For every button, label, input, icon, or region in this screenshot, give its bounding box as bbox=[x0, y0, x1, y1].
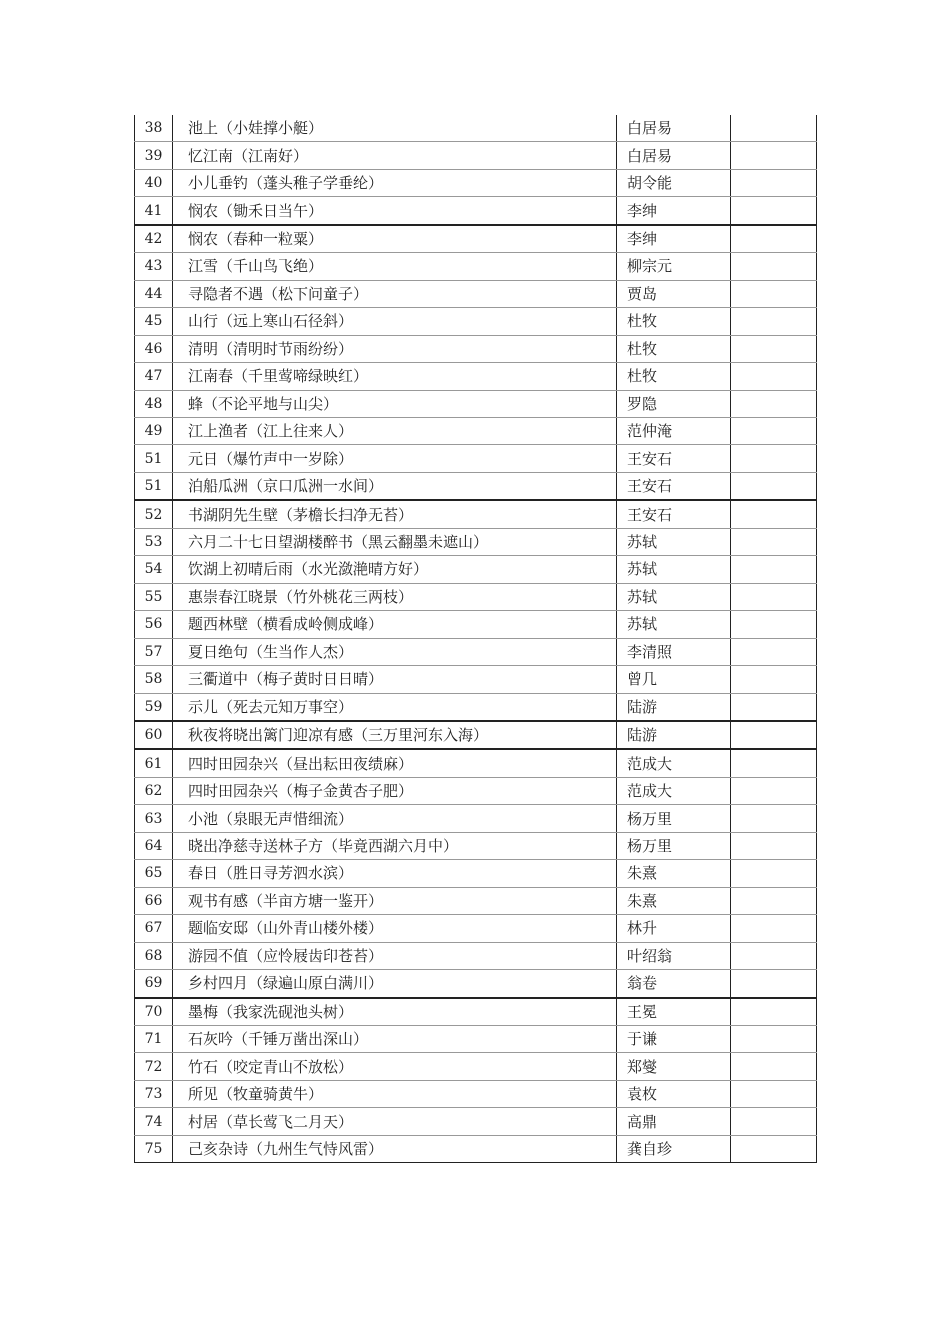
table-row bbox=[135, 390, 817, 417]
row-number-cell: 51 bbox=[135, 445, 173, 472]
poem-title-cell: 墨梅（我家洗砚池头树） bbox=[173, 998, 617, 1026]
poem-author-cell: 曾几 bbox=[617, 666, 731, 693]
row-number-cell: 63 bbox=[135, 805, 173, 832]
row-number-cell: 69 bbox=[135, 970, 173, 998]
row-number-cell: 64 bbox=[135, 832, 173, 859]
blank-cell bbox=[731, 998, 817, 1026]
row-number-cell: 60 bbox=[135, 721, 173, 749]
table-row bbox=[135, 1135, 817, 1162]
row-number-cell: 62 bbox=[135, 777, 173, 804]
row-number-cell: 58 bbox=[135, 666, 173, 693]
blank-cell bbox=[731, 832, 817, 859]
row-number-cell: 43 bbox=[135, 253, 173, 280]
row-number-cell: 49 bbox=[135, 417, 173, 444]
poem-author-cell: 袁枚 bbox=[617, 1080, 731, 1107]
row-number-cell: 72 bbox=[135, 1053, 173, 1080]
poem-title-cell: 村居（草长莺飞二月天） bbox=[173, 1108, 617, 1135]
poem-title-cell: 春日（胜日寻芳泗水滨） bbox=[173, 860, 617, 887]
table-row bbox=[135, 832, 817, 859]
blank-cell bbox=[731, 1135, 817, 1162]
table-row bbox=[135, 417, 817, 444]
poem-title-cell: 小池（泉眼无声惜细流） bbox=[173, 805, 617, 832]
poem-author-cell: 罗隐 bbox=[617, 390, 731, 417]
poem-author-cell: 王冕 bbox=[617, 998, 731, 1026]
poem-author-cell: 苏轼 bbox=[617, 583, 731, 610]
table-row bbox=[135, 638, 817, 665]
row-number-cell: 74 bbox=[135, 1108, 173, 1135]
blank-cell bbox=[731, 777, 817, 804]
poem-author-cell: 杜牧 bbox=[617, 308, 731, 335]
poem-author-cell: 高鼎 bbox=[617, 1108, 731, 1135]
table-row bbox=[135, 887, 817, 914]
poem-author-cell: 杜牧 bbox=[617, 335, 731, 362]
blank-cell bbox=[731, 363, 817, 390]
poem-title-cell: 观书有感（半亩方塘一鉴开） bbox=[173, 887, 617, 914]
poem-title-cell: 示儿（死去元知万事空） bbox=[173, 693, 617, 721]
table-row bbox=[135, 1108, 817, 1135]
poem-author-cell: 于谦 bbox=[617, 1025, 731, 1052]
row-number-cell: 71 bbox=[135, 1025, 173, 1052]
blank-cell bbox=[731, 472, 817, 500]
poem-title-cell: 江南春（千里莺啼绿映红） bbox=[173, 363, 617, 390]
poem-author-cell: 杜牧 bbox=[617, 363, 731, 390]
poem-title-cell: 题临安邸（山外青山楼外楼） bbox=[173, 915, 617, 942]
poem-title-cell: 元日（爆竹声中一岁除） bbox=[173, 445, 617, 472]
row-number-cell: 53 bbox=[135, 528, 173, 555]
row-number-cell: 40 bbox=[135, 169, 173, 196]
table-row bbox=[135, 225, 817, 253]
table-row bbox=[135, 445, 817, 472]
blank-cell bbox=[731, 197, 817, 225]
blank-cell bbox=[731, 335, 817, 362]
row-number-cell: 45 bbox=[135, 308, 173, 335]
blank-cell bbox=[731, 860, 817, 887]
blank-cell bbox=[731, 583, 817, 610]
blank-cell bbox=[731, 253, 817, 280]
poem-author-cell: 胡令能 bbox=[617, 169, 731, 196]
poem-title-cell: 小儿垂钓（蓬头稚子学垂纶） bbox=[173, 169, 617, 196]
row-number-cell: 55 bbox=[135, 583, 173, 610]
poem-author-cell: 李绅 bbox=[617, 225, 731, 253]
poem-author-cell: 杨万里 bbox=[617, 832, 731, 859]
blank-cell bbox=[731, 417, 817, 444]
table-row bbox=[135, 197, 817, 225]
blank-cell bbox=[731, 638, 817, 665]
row-number-cell: 54 bbox=[135, 556, 173, 583]
row-number-cell: 75 bbox=[135, 1135, 173, 1162]
poem-author-cell: 白居易 bbox=[617, 142, 731, 169]
blank-cell bbox=[731, 915, 817, 942]
poem-table bbox=[134, 115, 817, 1163]
poem-title-cell: 蜂（不论平地与山尖） bbox=[173, 390, 617, 417]
blank-cell bbox=[731, 115, 817, 142]
blank-cell bbox=[731, 887, 817, 914]
poem-title-cell: 四时田园杂兴（梅子金黄杏子肥） bbox=[173, 777, 617, 804]
poem-title-cell: 六月二十七日望湖楼醉书（黑云翻墨未遮山） bbox=[173, 528, 617, 555]
row-number-cell: 51 bbox=[135, 472, 173, 500]
row-number-cell: 56 bbox=[135, 611, 173, 638]
poem-title-cell: 题西林壁（横看成岭侧成峰） bbox=[173, 611, 617, 638]
blank-cell bbox=[731, 445, 817, 472]
row-number-cell: 66 bbox=[135, 887, 173, 914]
poem-author-cell: 陆游 bbox=[617, 693, 731, 721]
table-row bbox=[135, 942, 817, 969]
table-row bbox=[135, 335, 817, 362]
table-row bbox=[135, 777, 817, 804]
table-row bbox=[135, 970, 817, 998]
row-number-cell: 41 bbox=[135, 197, 173, 225]
blank-cell bbox=[731, 500, 817, 528]
poem-author-cell: 苏轼 bbox=[617, 556, 731, 583]
poem-title-cell: 三衢道中（梅子黄时日日晴） bbox=[173, 666, 617, 693]
poem-author-cell: 范成大 bbox=[617, 777, 731, 804]
poem-title-cell: 池上（小娃撑小艇） bbox=[173, 115, 617, 142]
poem-title-cell: 己亥杂诗（九州生气恃风雷） bbox=[173, 1135, 617, 1162]
poem-author-cell: 龚自珍 bbox=[617, 1135, 731, 1162]
blank-cell bbox=[731, 1080, 817, 1107]
blank-cell bbox=[731, 308, 817, 335]
row-number-cell: 61 bbox=[135, 749, 173, 777]
blank-cell bbox=[731, 749, 817, 777]
poem-author-cell: 范仲淹 bbox=[617, 417, 731, 444]
poem-author-cell: 范成大 bbox=[617, 749, 731, 777]
blank-cell bbox=[731, 805, 817, 832]
row-number-cell: 42 bbox=[135, 225, 173, 253]
poem-title-cell: 悯农（春种一粒粟） bbox=[173, 225, 617, 253]
row-number-cell: 65 bbox=[135, 860, 173, 887]
poem-title-cell: 秋夜将晓出篱门迎凉有感（三万里河东入海） bbox=[173, 721, 617, 749]
poem-author-cell: 李绅 bbox=[617, 197, 731, 225]
poem-author-cell: 叶绍翁 bbox=[617, 942, 731, 969]
blank-cell bbox=[731, 1108, 817, 1135]
table-row bbox=[135, 666, 817, 693]
poem-title-cell: 晓出净慈寺送林子方（毕竟西湖六月中） bbox=[173, 832, 617, 859]
poem-author-cell: 白居易 bbox=[617, 115, 731, 142]
poem-author-cell: 杨万里 bbox=[617, 805, 731, 832]
poem-title-cell: 山行（远上寒山石径斜） bbox=[173, 308, 617, 335]
poem-title-cell: 饮湖上初晴后雨（水光潋滟晴方好） bbox=[173, 556, 617, 583]
poem-author-cell: 苏轼 bbox=[617, 528, 731, 555]
table-row bbox=[135, 860, 817, 887]
table-row bbox=[135, 169, 817, 196]
blank-cell bbox=[731, 169, 817, 196]
poem-title-cell: 忆江南（江南好） bbox=[173, 142, 617, 169]
poem-author-cell: 王安石 bbox=[617, 500, 731, 528]
poem-author-cell: 朱熹 bbox=[617, 860, 731, 887]
table-row bbox=[135, 583, 817, 610]
row-number-cell: 59 bbox=[135, 693, 173, 721]
poem-title-cell: 乡村四月（绿遍山原白满川） bbox=[173, 970, 617, 998]
blank-cell bbox=[731, 611, 817, 638]
blank-cell bbox=[731, 1053, 817, 1080]
poem-title-cell: 泊船瓜洲（京口瓜洲一水间） bbox=[173, 472, 617, 500]
poem-author-cell: 贾岛 bbox=[617, 280, 731, 307]
row-number-cell: 67 bbox=[135, 915, 173, 942]
poem-author-cell: 王安石 bbox=[617, 472, 731, 500]
table-row bbox=[135, 1053, 817, 1080]
poem-title-cell: 石灰吟（千锤万凿出深山） bbox=[173, 1025, 617, 1052]
poem-author-cell: 朱熹 bbox=[617, 887, 731, 914]
table-row bbox=[135, 528, 817, 555]
row-number-cell: 68 bbox=[135, 942, 173, 969]
blank-cell bbox=[731, 721, 817, 749]
poem-author-cell: 柳宗元 bbox=[617, 253, 731, 280]
table-row bbox=[135, 805, 817, 832]
poem-title-cell: 所见（牧童骑黄牛） bbox=[173, 1080, 617, 1107]
table-row bbox=[135, 721, 817, 749]
row-number-cell: 44 bbox=[135, 280, 173, 307]
table-row bbox=[135, 500, 817, 528]
blank-cell bbox=[731, 528, 817, 555]
row-number-cell: 38 bbox=[135, 115, 173, 142]
table-row bbox=[135, 915, 817, 942]
row-number-cell: 70 bbox=[135, 998, 173, 1026]
table-row bbox=[135, 998, 817, 1026]
poem-author-cell: 王安石 bbox=[617, 445, 731, 472]
table-row bbox=[135, 472, 817, 500]
poem-title-cell: 清明（清明时节雨纷纷） bbox=[173, 335, 617, 362]
poem-title-cell: 游园不值（应怜屐齿印苍苔） bbox=[173, 942, 617, 969]
row-number-cell: 52 bbox=[135, 500, 173, 528]
row-number-cell: 39 bbox=[135, 142, 173, 169]
poem-title-cell: 江雪（千山鸟飞绝） bbox=[173, 253, 617, 280]
poem-title-cell: 夏日绝句（生当作人杰） bbox=[173, 638, 617, 665]
table-row bbox=[135, 115, 817, 142]
poem-author-cell: 李清照 bbox=[617, 638, 731, 665]
poem-title-cell: 竹石（咬定青山不放松） bbox=[173, 1053, 617, 1080]
table-row bbox=[135, 253, 817, 280]
poem-title-cell: 寻隐者不遇（松下问童子） bbox=[173, 280, 617, 307]
table-row bbox=[135, 1080, 817, 1107]
blank-cell bbox=[731, 390, 817, 417]
poem-author-cell: 陆游 bbox=[617, 721, 731, 749]
table-row bbox=[135, 611, 817, 638]
poem-title-cell: 惠崇春江晓景（竹外桃花三两枝） bbox=[173, 583, 617, 610]
table-row bbox=[135, 556, 817, 583]
poem-title-cell: 江上渔者（江上往来人） bbox=[173, 417, 617, 444]
blank-cell bbox=[731, 693, 817, 721]
table-row bbox=[135, 142, 817, 169]
poem-table-body bbox=[135, 115, 817, 1163]
row-number-cell: 73 bbox=[135, 1080, 173, 1107]
blank-cell bbox=[731, 225, 817, 253]
row-number-cell: 46 bbox=[135, 335, 173, 362]
poem-author-cell: 翁卷 bbox=[617, 970, 731, 998]
table-row bbox=[135, 363, 817, 390]
row-number-cell: 57 bbox=[135, 638, 173, 665]
table-row bbox=[135, 308, 817, 335]
blank-cell bbox=[731, 666, 817, 693]
poem-title-cell: 四时田园杂兴（昼出耘田夜绩麻） bbox=[173, 749, 617, 777]
blank-cell bbox=[731, 280, 817, 307]
poem-author-cell: 林升 bbox=[617, 915, 731, 942]
blank-cell bbox=[731, 142, 817, 169]
row-number-cell: 48 bbox=[135, 390, 173, 417]
blank-cell bbox=[731, 556, 817, 583]
blank-cell bbox=[731, 942, 817, 969]
table-row bbox=[135, 749, 817, 777]
table-row bbox=[135, 1025, 817, 1052]
blank-cell bbox=[731, 970, 817, 998]
poem-author-cell: 郑燮 bbox=[617, 1053, 731, 1080]
blank-cell bbox=[731, 1025, 817, 1052]
table-row bbox=[135, 693, 817, 721]
poem-title-cell: 书湖阴先生壁（茅檐长扫净无苔） bbox=[173, 500, 617, 528]
poem-title-cell: 悯农（锄禾日当午） bbox=[173, 197, 617, 225]
row-number-cell: 47 bbox=[135, 363, 173, 390]
table-row bbox=[135, 280, 817, 307]
poem-author-cell: 苏轼 bbox=[617, 611, 731, 638]
